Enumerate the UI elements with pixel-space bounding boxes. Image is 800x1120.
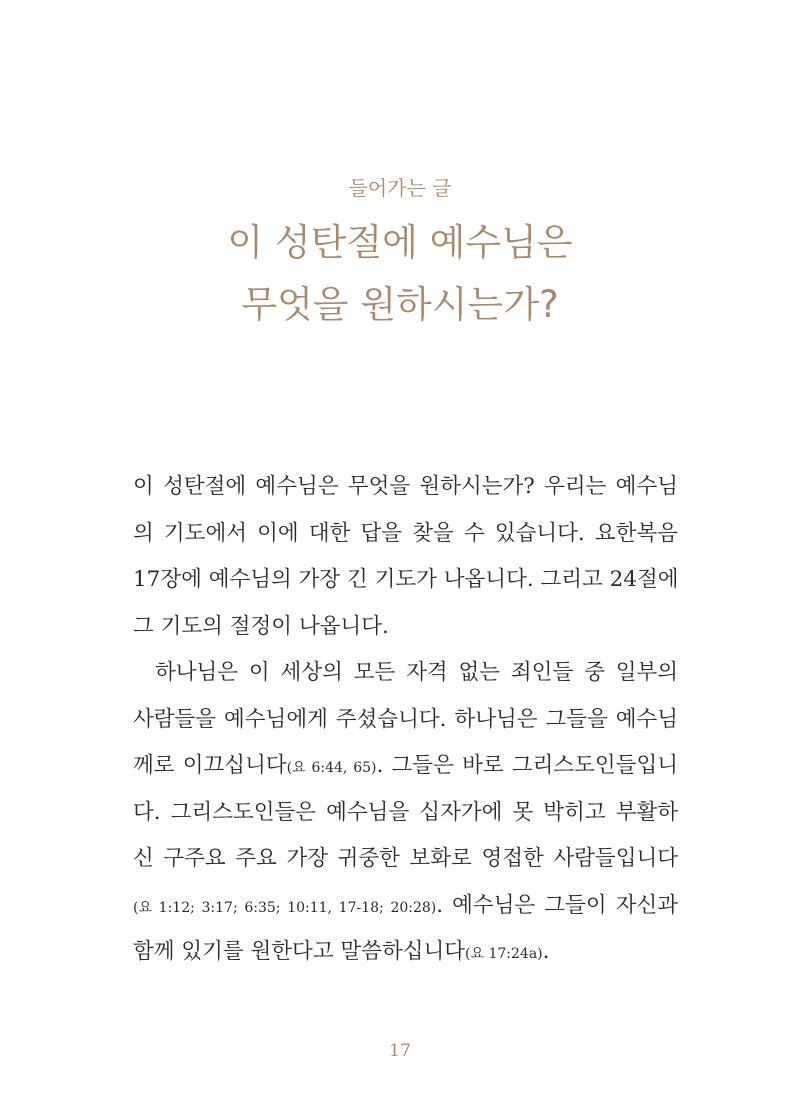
body-text xyxy=(133,464,678,976)
paragraph-1-line-4: 그 기도의 절정이 나옵니다. xyxy=(133,613,389,639)
scripture-reference: (요 17:24a) xyxy=(465,946,543,962)
paragraph-2-line-7 xyxy=(133,929,678,976)
paragraph-2-line-5: 신 구주요 주요 가장 귀중한 보화로 영접한 사람들입니다 xyxy=(133,846,678,871)
paragraph-2-line-3-text-a: 께로 이끄십니다 xyxy=(133,753,287,778)
chapter-title-line-1: 이 성탄절에 예수님은 xyxy=(227,221,573,264)
paragraph-2-line-7-text-a: 함께 있기를 원한다고 말씀하십니다 xyxy=(133,939,466,964)
paragraph-2-line-6-text: . 예수님은 그들이 자신과 xyxy=(436,892,678,918)
paragraph-2-line-7-text-b: . xyxy=(542,939,550,964)
paragraph-1-line-3: 17장에 예수님의 가장 긴 기도가 나옵니다. 그리고 24절에 xyxy=(133,567,679,592)
chapter-label: 들어가는 글 xyxy=(348,176,452,200)
page-number: 17 xyxy=(389,1041,411,1061)
paragraph-1-line-1: 이 성탄절에 예수님은 무엇을 원하시는가? 우리는 예수님 xyxy=(133,474,678,499)
paragraph-2-line-6 xyxy=(133,883,678,930)
chapter-title-line-2: 무엇을 원하시는가? xyxy=(241,283,559,326)
scripture-reference: (요 6:44, 65) xyxy=(286,760,377,776)
paragraph-2-line-3 xyxy=(133,743,678,790)
chapter-title xyxy=(0,212,800,336)
paragraph-2-line-3-text-b: . 그들은 바로 그리스도인들입니 xyxy=(376,753,678,778)
paragraph-2-line-4: 다. 그리스도인들은 예수님을 십자가에 못 박히고 부활하 xyxy=(133,799,678,825)
paragraph-1-line-2: 의 기도에서 이에 대한 답을 찾을 수 있습니다. 요한복음 xyxy=(133,520,678,546)
paragraph-2-line-2: 사람들을 예수님에게 주셨습니다. 하나님은 그들을 예수님 xyxy=(133,706,678,732)
paragraph-2-line-1: 하나님은 이 세상의 모든 자격 없는 죄인들 중 일부의 xyxy=(155,660,678,685)
scripture-reference: (요 1:12; 3:17; 6:35; 10:11, 17-18; 20:28) xyxy=(133,899,437,916)
